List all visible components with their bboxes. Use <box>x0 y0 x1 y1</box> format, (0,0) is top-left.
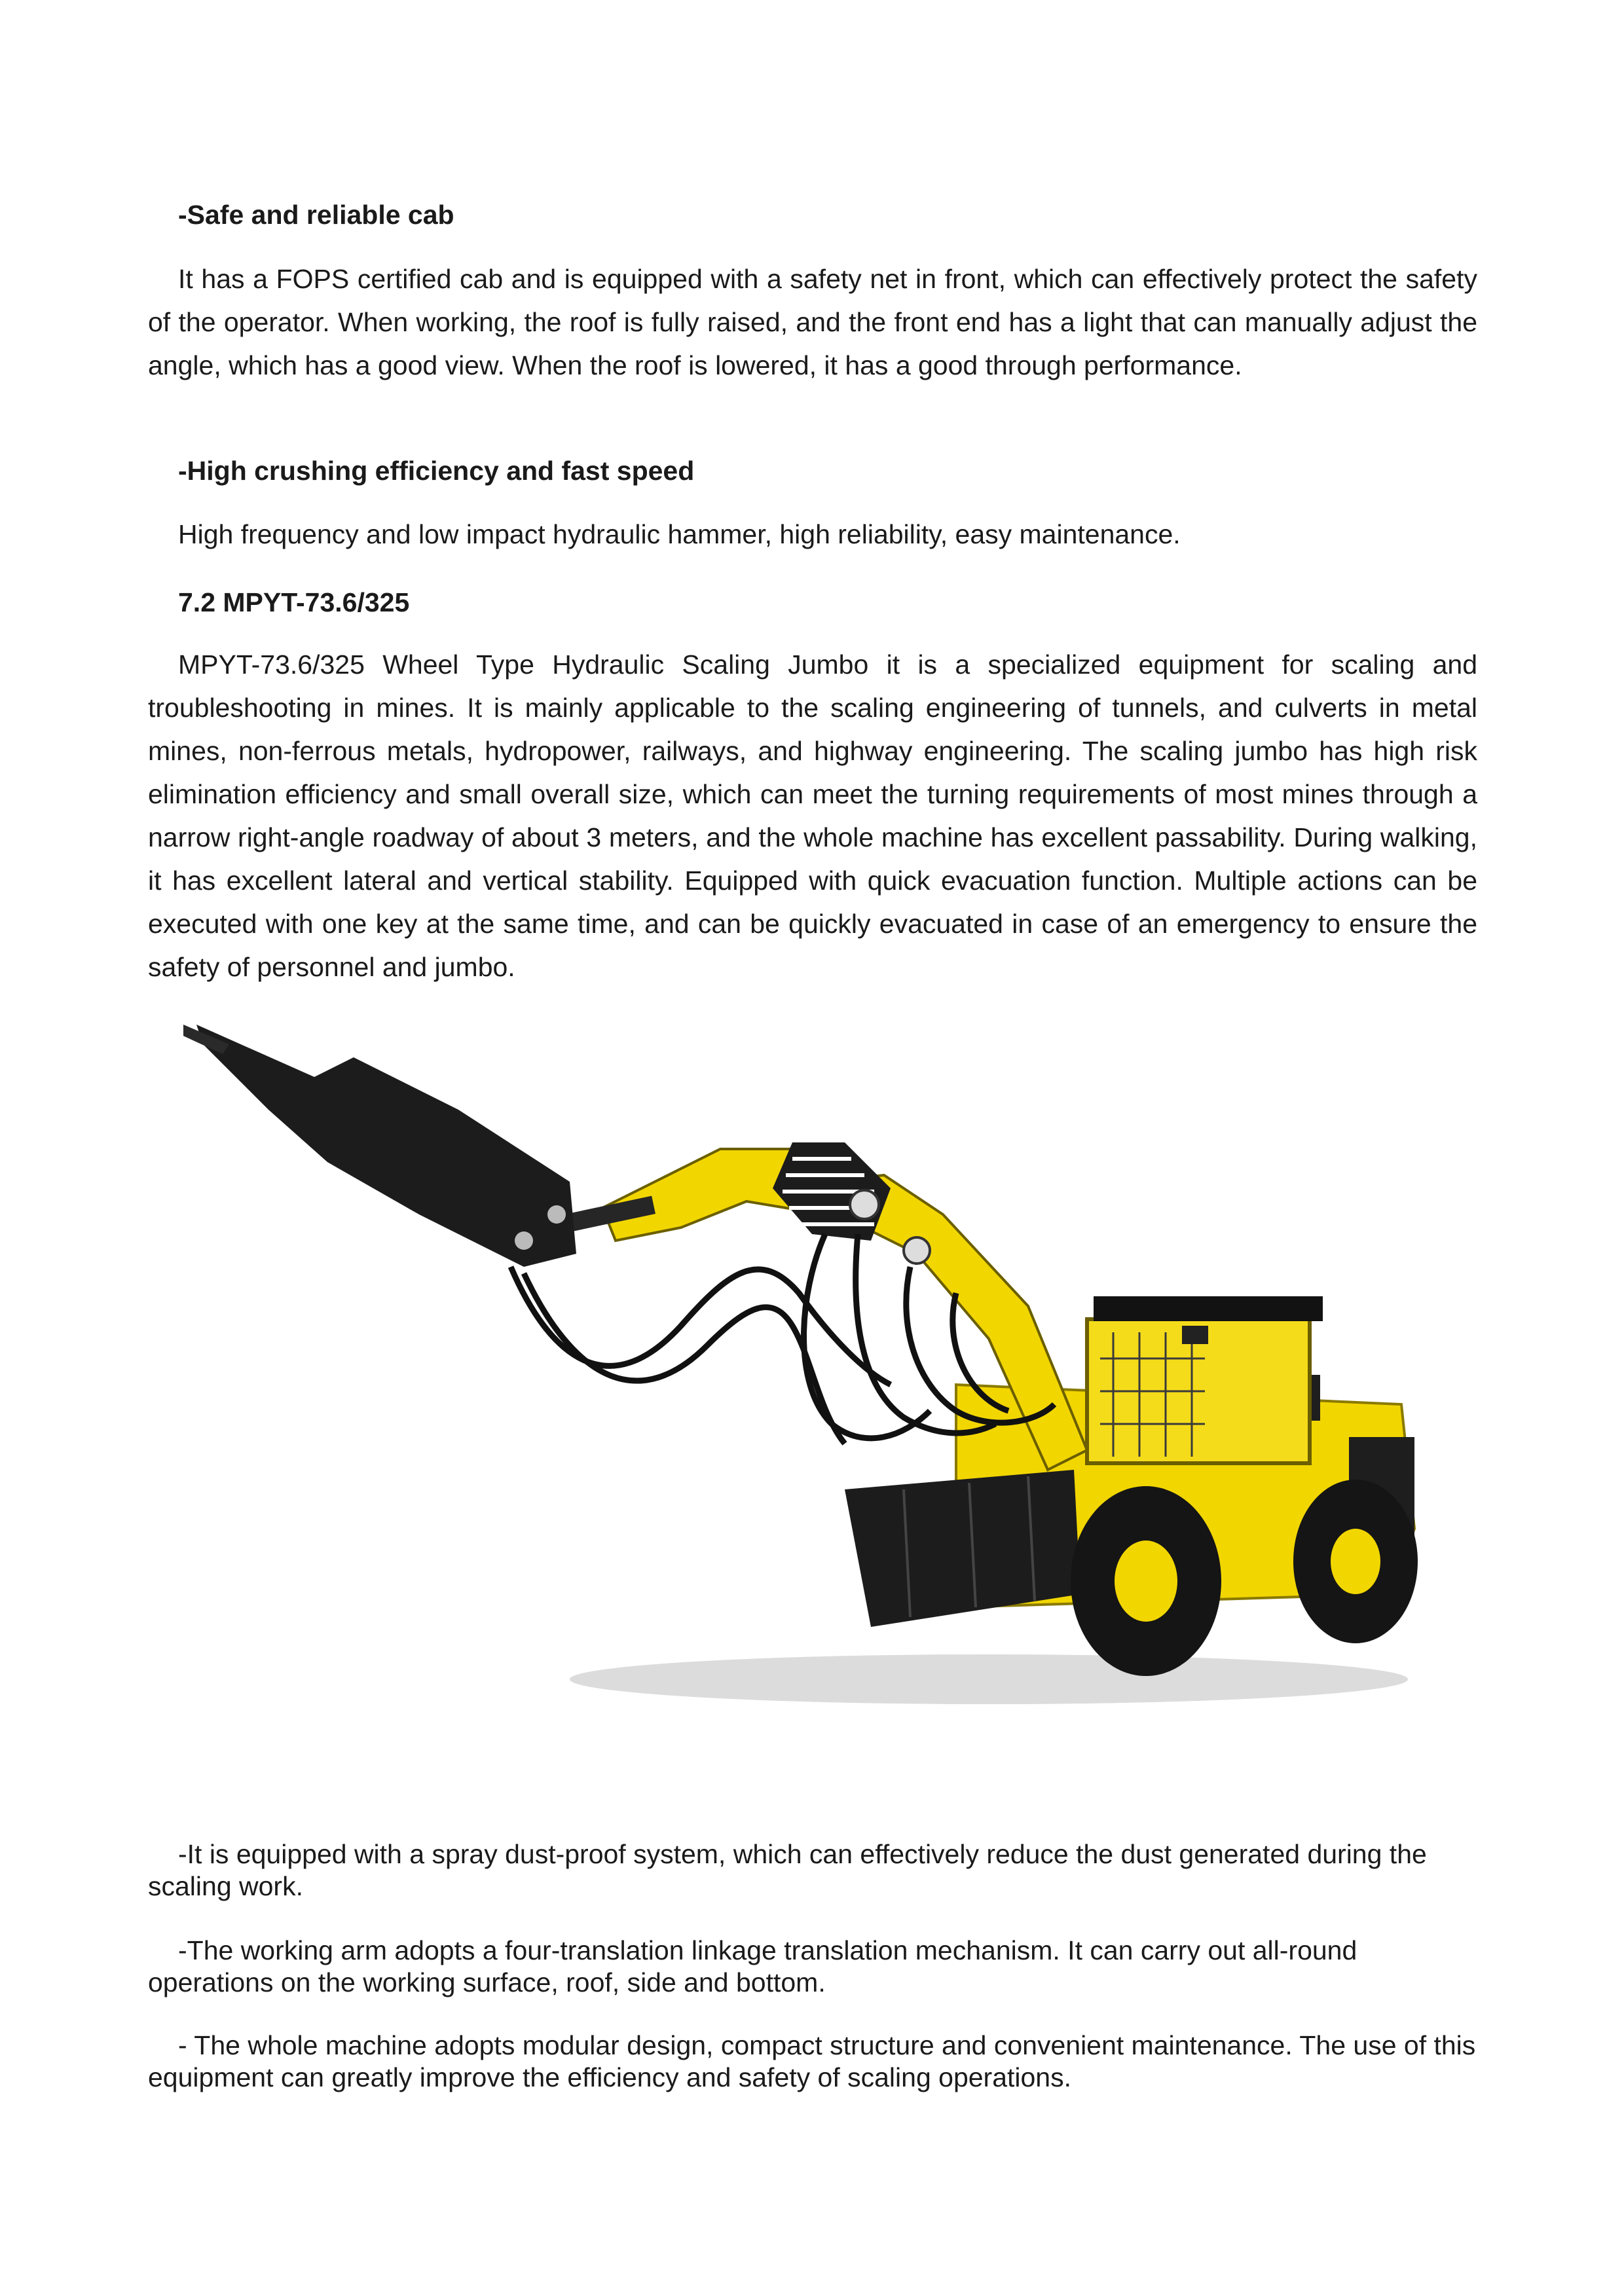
bullet-working-arm: -The working arm adopts a four-translation linkage translation mechanism. It can carry out all-round operations on the working surface, roof, side and bottom. <box>148 1935 1357 1997</box>
cab-heading: -Safe and reliable cab <box>178 200 454 230</box>
hydraulic-hammer <box>196 1025 576 1267</box>
pivot-pin-lower <box>904 1237 930 1264</box>
crushing-paragraph: High frequency and low impact hydraulic hammer, high reliability, easy maintenance. <box>178 519 1181 549</box>
cab-roof <box>1094 1296 1323 1321</box>
model-heading: 7.2 MPYT-73.6/325 <box>178 587 410 617</box>
hammer-pin-1 <box>515 1231 533 1250</box>
rear-wheel-hub <box>1331 1529 1380 1594</box>
crushing-heading: -High crushing efficiency and fast speed <box>178 456 695 486</box>
bullet-modular-design: - The whole machine adopts modular design, compact structure and convenient maintenance. The use of this equipment can greatly improve the efficiency and safety of scaling operations. <box>148 2030 1476 2092</box>
hammer-pin-2 <box>547 1205 566 1224</box>
model-paragraph: MPYT-73.6/325 Wheel Type Hydraulic Scaling Jumbo it is a specialized equipment for scaling and troubleshooting in mines. It is mainly applicable to the scaling engineering of tunnels, and culverts in metal mines, non-ferrous metals, hydropower, railways, and highway engineering. The scaling jumbo has high risk elimination efficiency and small overall size, which can meet the turning requirements of most mines through a narrow right-angle roadway of about 3 meters, and the whole machine has excellent passability. During walking, it has excellent lateral and vertical stability. Equipped with quick evacuation function. Multiple actions can be executed with one key at the same time, and can be quickly evacuated in case of an emergency to ensure the safety of personnel and jumbo. <box>148 649 1477 982</box>
work-light <box>1182 1326 1208 1344</box>
cab-paragraph: It has a FOPS certified cab and is equipped with a safety net in front, which can effectively protect the safety of the operator. When working, the roof is fully raised, and the front end has a light that can manually adjust the angle, which has a good view. When the roof is lowered, it has a good through performance. <box>148 264 1477 380</box>
ground-shadow <box>570 1654 1408 1704</box>
bullet-spray-dustproof: -It is equipped with a spray dust-proof system, which can effectively reduce the dust generated during the scaling work. <box>148 1839 1427 1901</box>
scaling-jumbo-image <box>183 1018 1460 1725</box>
pivot-pin <box>850 1190 879 1219</box>
front-wheel-hub <box>1115 1540 1177 1622</box>
